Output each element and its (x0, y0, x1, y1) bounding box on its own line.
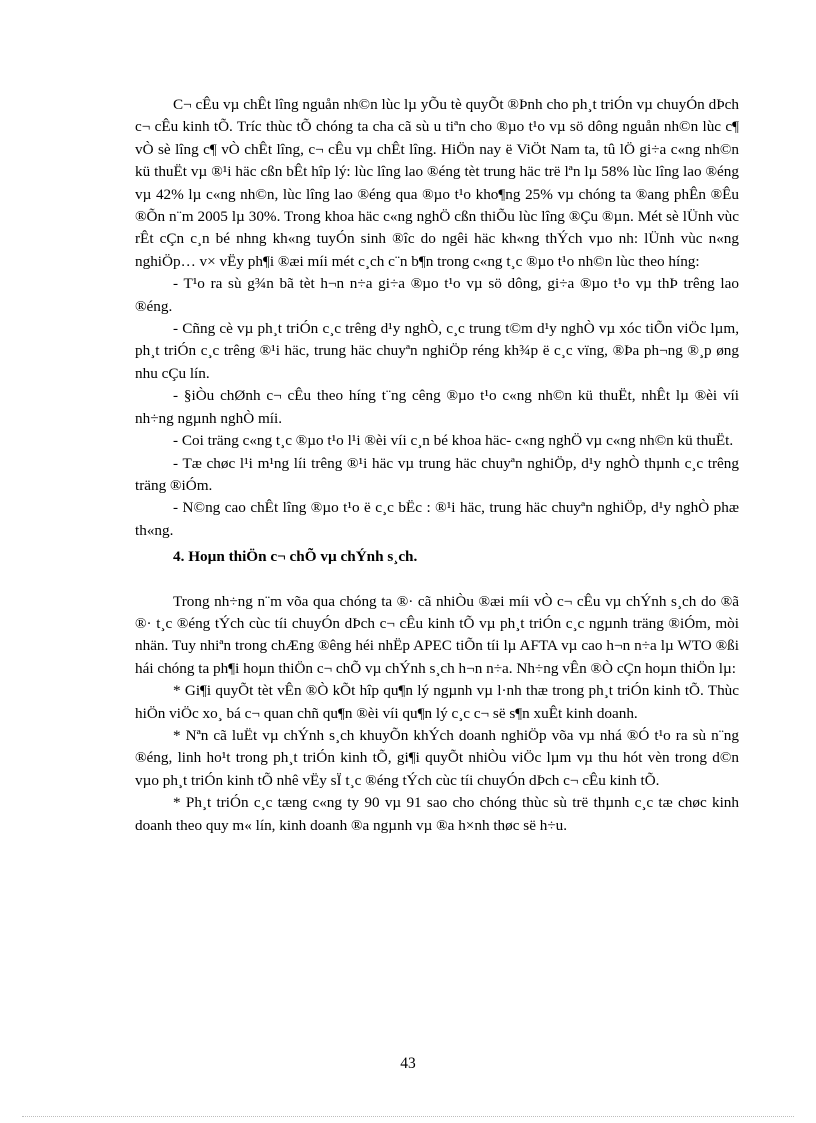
list-item-raise-quality: - N©ng cao chÊt lîng ®µo t¹o ë c¸c bËc : ®¹i häc, trung häc chuyªn nghiÖp, d¹y nghÒ phæ th«ng. (135, 499, 739, 539)
list-item-training-labor-market: - T¹o ra sù g¾n bã tèt h¬n n÷a gi÷a ®µo t¹o vµ sö dông, gi÷a ®µo t¹o vµ thÞ trêng lao ®éng. (135, 275, 739, 315)
page-number: 43 (400, 1055, 416, 1072)
list-item-adjust-structure: - §iÒu chØnh c¬ cÊu theo híng t¨ng cêng ®µo t¹o c«ng nh©n kü thuËt, nhÊt lµ ®èi víi nh÷ng ngµnh nghÒ míi. (135, 387, 739, 427)
bullet-item-corporations: * Ph¸t triÓn c¸c tæng c«ng ty 90 vµ 91 sao cho chóng thùc sù trë thµnh c¸c tæ chøc kinh doanh theo quy m« lín, kinh doanh ®a ngµnh vµ ®a h×nh thøc së h÷u. (135, 794, 739, 834)
page-body (135, 94, 739, 837)
bullet-item-sme-policy: * Nªn cã luËt vµ chÝnh s¸ch khuyÕn khÝch doanh nghiÖp võa vµ nhá ®Ó t¹o ra sù n¨ng ®éng, linh ho¹t trong ph¸t triÓn kinh tÕ, gi¶i quyÕt nhiÒu viÖc lµm vµ thu hót vèn trong d©n vµo ph¸t triÓn kinh tÕ nhê vËy sÏ t¸c ®éng tÝch cùc tíi chuyÓn dÞch c¬ cÊu kinh tÕ. (135, 726, 739, 789)
list-item-retraining: - Coi träng c«ng t¸c ®µo t¹o l¹i ®èi víi c¸n bé khoa häc- c«ng nghÖ vµ c«ng nh©n kü thuËt. (173, 432, 734, 450)
paragraph-structure-quality: C¬ cÊu vµ chÊt lîng nguån nh©n lùc lµ yÕu tè quyÕt ®Þnh cho ph¸t triÓn vµ chuyÓn dÞch c¬ cÊu kinh tÕ. Tríc thùc tÕ chóng ta cha cã sù u tiªn cho ®µo t¹o vµ sö dông nguån nh©n lùc c¶ vÒ sè lîng c¶ vÒ chÊt lîng, c¬ cÊu vµ chÊt lîng. HiÖn nay ë ViÖt Nam ta, tû lÖ gi÷a c«ng nh©n kü thuËt vµ ®¹i häc cßn bÊt hîp lý: lùc lîng lao ®éng tèt trung häc trë lªn lµ 58% lùc lîng lao ®éng vµ 42% lµ c«ng nh©n, lùc lîng lao ®éng qua ®µo t¹o kho¶ng 25% vµ chóng ta ®ang phÊn ®Êu ®Õn n¨m 2005 lµ 30%. Trong khoa häc c«ng nghÖ cßn thiÕu lùc lîng ®Çu ®µn. Mét sè lÜnh vùc rÊt cÇn c¸n bé nhng kh«ng tuyÓn sinh ®îc do ngêi häc kh«ng thÝch vµo nh: lÜnh vùc n«ng nghiÖp… v× vËy ph¶i ®æi míi mét c¸ch c¨n b¶n trong c«ng t¸c ®µo t¹o nh©n lùc theo híng: (135, 96, 739, 270)
list-item-vocational-schools: - Cñng cè vµ ph¸t triÓn c¸c trêng d¹y nghÒ, c¸c trung t©m d¹y nghÒ vµ xóc tiÕn viÖc lµm, ph¸t triÓn c¸c trêng ®¹i häc, trung häc chuyªn nghiÖp réng kh¾p ë c¸c vïng, ®Þa ph¬ng ®¸p øng nhu cÇu lín. (135, 320, 739, 382)
paragraph-policy-intro: Trong nh÷ng n¨m võa qua chóng ta ®· cã nhiÒu ®æi míi vÒ c¬ cÊu vµ chÝnh s¸ch do ®ã ®· t¸c ®éng tÝch cùc tíi chuyÓn dÞch c¬ cÊu kinh tÕ vµ ph¸t triÓn c¸c ngµnh träng ®iÓm, mòi nhän. Tuy nhiªn trong chÆng ®êng héi nhËp APEC tiÕn tíi lµ AFTA vµ cao h¬n n÷a lµ WTO ®ßi hái chóng ta ph¶i hoµn thiÖn c¬ chÕ vµ chÝnh s¸ch h¬n n÷a. Nh÷ng vÊn ®Ò cÇn hoµn thiÖn lµ: (135, 592, 739, 677)
section-heading: 4. Hoµn thiÖn c¬ chÕ vµ chÝnh s¸ch. (173, 548, 418, 566)
list-item-reorganize-network: - Tæ chøc l¹i m¹ng líi trêng ®¹i häc vµ trung häc chuyªn nghiÖp, d¹y nghÒ thµnh c¸c trêng träng ®iÓm. (135, 454, 739, 494)
bullet-item-management: * Gi¶i quyÕt tèt vÊn ®Ò kÕt hîp qu¶n lý ngµnh vµ l·nh thæ trong ph¸t triÓn kinh tÕ. Thùc hiÖn viÖc xo¸ bá c¬ quan chñ qu¶n ®èi víi qu¶n lý c¸c c¬ së s¶n xuÊt kinh doanh. (135, 682, 739, 722)
page-bottom-divider (22, 1116, 794, 1117)
